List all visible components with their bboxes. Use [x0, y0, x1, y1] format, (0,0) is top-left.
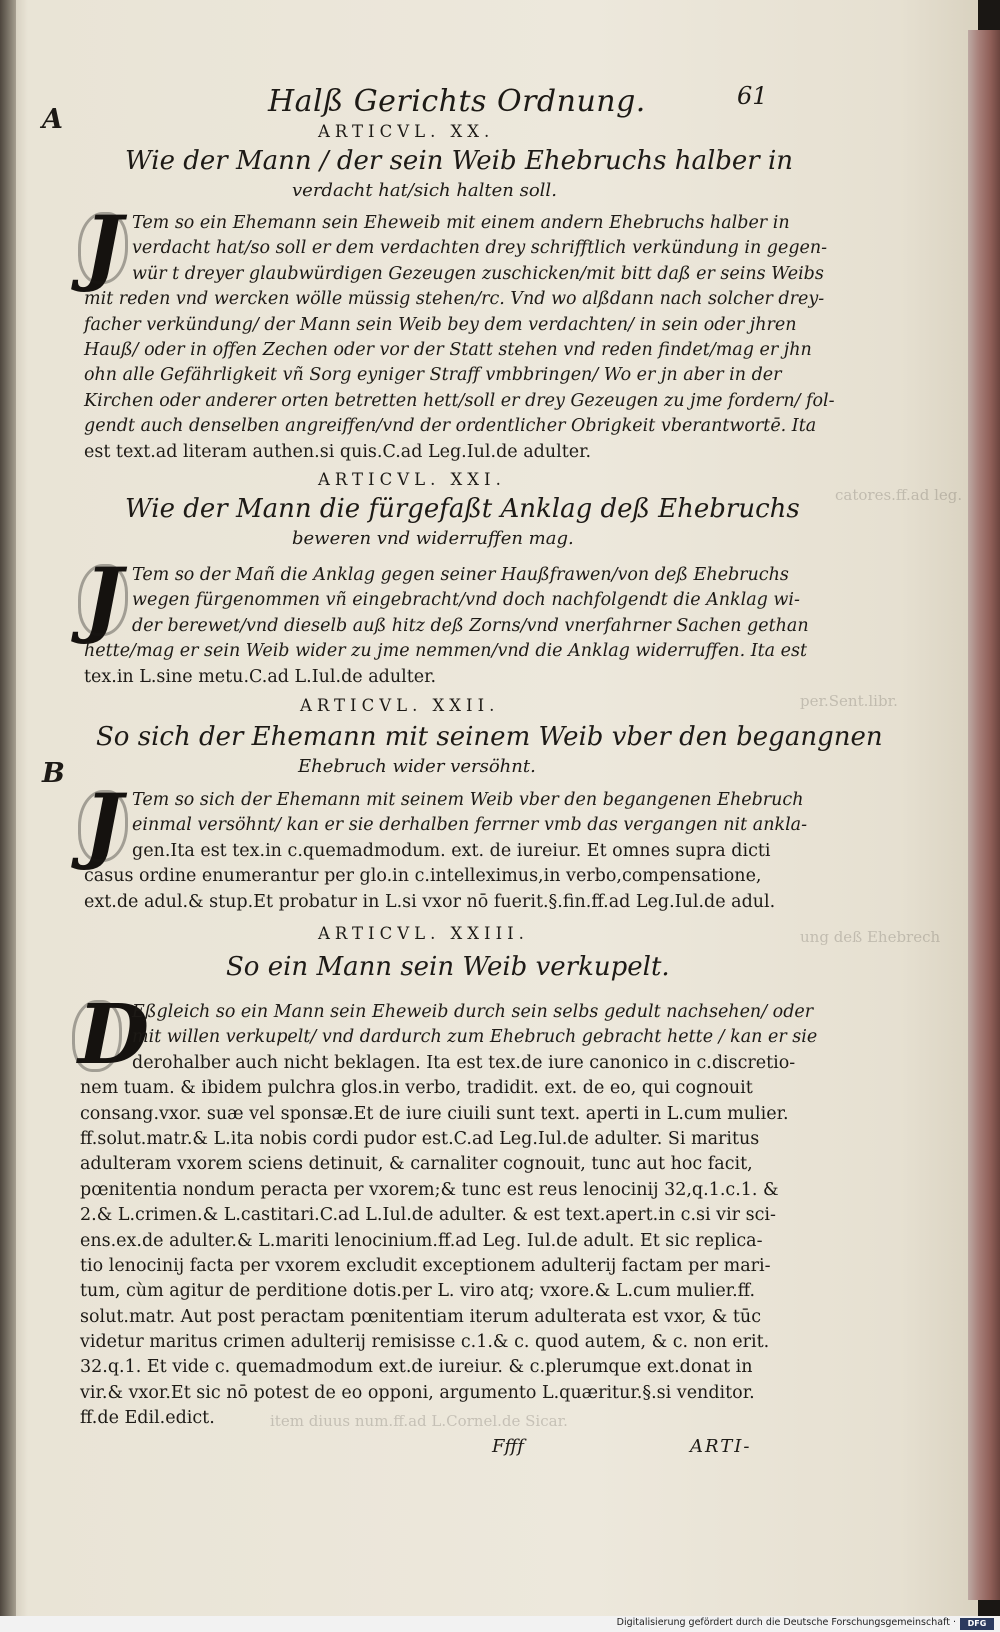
article-label: ARTICVL. XXIII.: [318, 924, 529, 943]
text-line: tum, cùm agitur de perditione dotis.per L. viro atq; vxore.& L.cum mulier.ff.: [80, 1281, 756, 1302]
text-line: Tem so der Mañ die Anklag gegen seiner Haußfrawen/von deß Ehebruchs: [132, 565, 789, 585]
text-line: 32.q.1. Et vide c. quemadmodum ext.de iureiur. & c.plerumque ext.donat in: [80, 1357, 753, 1378]
dfg-logo: DFG: [960, 1618, 994, 1630]
text-line: derohalber auch nicht beklagen. Ita est tex.de iure canonico in c.discretio-: [132, 1052, 796, 1073]
article-body: [84, 211, 835, 465]
page-gutter-shadow: [0, 0, 16, 1616]
text-line: gendt auch denselben angreiffen/vnd der ordentlicher Obrigkeit vberantwortē. Ita: [84, 416, 817, 437]
signature-mark: Ffff: [492, 1436, 524, 1457]
text-line: ens.ex.de adulter.& L.mariti lenocinium.ff.ad Leg. Iul.de adult. Et sic replica-: [80, 1230, 763, 1251]
text-line: tio lenocinij facta per vxorem excludit exceptionem adulterij factam per mari-: [80, 1255, 771, 1276]
show-through-text: ung deß Ehebrech: [800, 928, 941, 946]
text-line: wegen fürgenommen vñ eingebracht/vnd doch nachfolgendt die Anklag wi-: [132, 590, 800, 611]
text-line: Eßgleich so ein Mann sein Eheweib durch sein selbs gedult nachsehen/ oder: [132, 1002, 814, 1022]
text-line: ff.de Edil.edict.: [80, 1408, 215, 1429]
article-heading: So ein Mann sein Weib verkupelt.: [226, 952, 670, 982]
signature-letter-a: A: [42, 104, 63, 135]
decorated-initial: J: [84, 777, 123, 873]
article-subheading: beweren vnd widerruffen mag.: [292, 528, 574, 549]
article-body: [84, 788, 807, 915]
article-label: ARTICVL. XXII.: [300, 696, 500, 715]
text-line: wür t dreyer glaubwürdigen Gezeugen zuschicken/mit bitt daß er seins Weibs: [132, 263, 824, 284]
text-line: est text.ad literam authen.si quis.C.ad Leg.Iul.de adulter.: [84, 441, 592, 462]
article-heading: Wie der Mann / der sein Weib Ehebruchs halber in: [125, 146, 794, 176]
text-line: ohn alle Gefährligkeit vñ Sorg eyniger Straff vmbbringen/ Wo er jn aber in der: [84, 365, 782, 386]
text-line: consang.vxor. suæ vel sponsæ.Et de iure ciuili sunt text. aperti in L.cum mulier.: [80, 1103, 789, 1124]
text-line: ext.de adul.& stup.Et probatur in L.si vxor nō fuerit.§.fin.ff.ad Leg.Iul.de adul.: [84, 891, 776, 912]
text-line: facher verkündung/ der Mann sein Weib bey dem verdachten/ in sein oder jhren: [84, 314, 797, 335]
show-through-text: item diuus num.ff.ad L.Cornel.de Sicar.: [270, 1412, 568, 1430]
article-heading: Wie der Mann die fürgefaßt Anklag deß Ehebruchs: [125, 494, 800, 524]
article-body: [80, 1000, 817, 1432]
decorated-initial: J: [84, 551, 123, 647]
text-line: 2.& L.crimen.& L.castitari.C.ad L.Iul.de adulter. & est text.apert.in c.si vir sci-: [80, 1205, 776, 1226]
article-body: [84, 563, 809, 690]
signature-letter-b: B: [42, 758, 65, 789]
text-line: Hauß/ oder in offen Zechen oder vor der Statt stehen vnd reden findet/mag er jhn: [84, 339, 812, 360]
running-title: Halß Gerichts Ordnung.: [268, 84, 646, 119]
text-line: tex.in L.sine metu.C.ad L.Iul.de adulter.: [84, 666, 437, 687]
show-through-text: per.Sent.libr.: [800, 692, 898, 710]
decorated-initial: D: [78, 987, 150, 1083]
digitization-credit: Digitalisierung gefördert durch die Deutsche Forschungsgemeinschaft ·: [616, 1617, 956, 1628]
text-line: gen.Ita est tex.in c.quemadmodum. ext. de iureiur. Et omnes supra dicti: [132, 840, 771, 861]
text-line: hette/mag er sein Weib wider zu jme nemmen/vnd die Anklag widerruffen. Ita est: [84, 641, 808, 662]
text-line: videtur maritus crimen adulterij remisisse c.1.& c. quod autem, & c. non erit.: [80, 1332, 770, 1353]
article-subheading: verdacht hat/sich halten soll.: [292, 180, 557, 201]
text-line: verdacht hat/so soll er dem verdachten drey schrifftlich verkündung in gegen-: [132, 238, 828, 259]
text-line: der berewet/vnd dieselb auß hitz deß Zorns/vnd vnerfahrner Sachen gethan: [132, 615, 809, 636]
text-line: vir.& vxor.Et sic nō potest de eo opponi, argumento L.quæritur.§.si venditor.: [80, 1382, 755, 1403]
page-edge-red: [968, 30, 1000, 1600]
text-line: nem tuam. & ibidem pulchra glos.in verbo, tradidit. ext. de eo, qui cognouit: [80, 1078, 753, 1099]
folio-number: 61: [737, 82, 768, 110]
show-through-text: catores.ff.ad leg.: [835, 486, 963, 504]
decorated-initial: J: [84, 199, 123, 295]
text-line: pœnitentia nondum peracta per vxorem;& tunc est reus lenocinij 32,q.1.c.1. &: [80, 1179, 779, 1200]
catchword: ARTI-: [690, 1436, 752, 1457]
text-line: ff.solut.matr.& L.ita nobis cordi pudor est.C.ad Leg.Iul.de adulter. Si maritus: [80, 1128, 760, 1149]
text-line: einmal versöhnt/ kan er sie derhalben ferrner vmb das vergangen nit ankla-: [132, 815, 808, 836]
text-line: mit willen verkupelt/ vnd dardurch zum Ehebruch gebracht hette / kan er sie: [132, 1027, 818, 1048]
text-line: solut.matr. Aut post peractam pœnitentiam iterum adulterata est vxor, & tūc: [80, 1306, 761, 1327]
article-heading: So sich der Ehemann mit seinem Weib vber den begangnen: [96, 722, 883, 752]
digitization-footer: [0, 1616, 1000, 1632]
text-line: adulteram vxorem sciens detinuit, & carnaliter cognouit, tunc aut hoc facit,: [80, 1154, 753, 1175]
article-subheading: Ehebruch wider versöhnt.: [298, 756, 536, 777]
article-label: ARTICVL. XX.: [318, 122, 495, 141]
article-label: ARTICVL. XXI.: [318, 470, 506, 489]
text-line: casus ordine enumerantur per glo.in c.intelleximus,in verbo,compensatione,: [84, 866, 762, 887]
text-line: mit reden vnd wercken wölle müssig stehen/rc. Vnd wo alßdann nach solcher drey-: [84, 289, 825, 310]
text-line: Kirchen oder anderer orten betretten hett/soll er drey Gezeugen zu jme fordern/ fol-: [84, 390, 835, 411]
text-line: Tem so sich der Ehemann mit seinem Weib vber den begangenen Ehebruch: [132, 790, 804, 810]
text-line: Tem so ein Ehemann sein Eheweib mit einem andern Ehebruchs halber in: [132, 213, 790, 233]
